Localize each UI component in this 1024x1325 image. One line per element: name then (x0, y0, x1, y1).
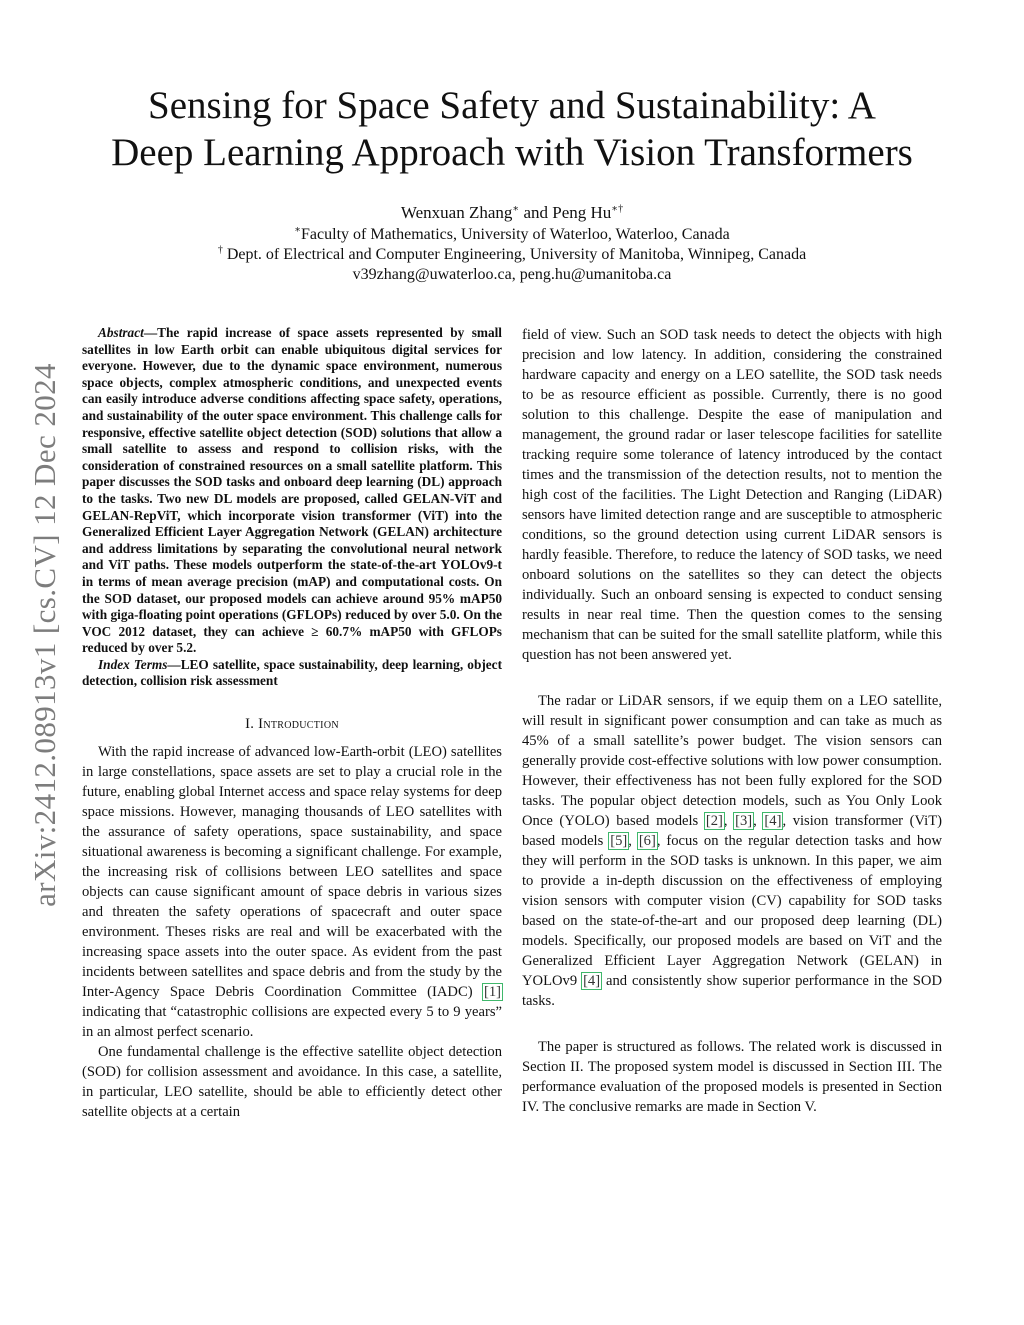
abstract-text: —The rapid increase of space assets represented by small satellites in low Earth orbit can enable ubiquitous digital services for everyone. However, due to the dynamic space environment, numerous space objects, complex atmospheric conditions, and unexpected events can easily introduce adverse conditions affecting space safety, operations, and sustainability of the outer space environment. This challenge calls for responsive, effective satellite object detection (SOD) solutions that allow a small satellite to assess and respond to collision risks, with the consideration of constrained resources on a small satellite platform. This paper discusses the SOD tasks and onboard deep learning (DL) approach to the tasks. Two new DL models are proposed, called GELAN-ViT and GELAN-RepViT, which incorporate vision transformer (ViT) into the Generalized Efficient Layer Aggregation Network (GELAN) architecture and address limitations by separating the convolutional neural network and ViT paths. These models outperform the state-of-the-art YOLOv9-t in terms of mean average precision (mAP) and computational costs. On the SOD dataset, our proposed models can achieve around 95% mAP50 with giga-floating point operations (GFLOPs) reduced by over 5.0. On the VOC 2012 dataset, they can achieve ≥ 60.7% mAP50 with GFLOPs reduced by over 5.2. (82, 325, 502, 656)
left-column (82, 325, 502, 1122)
right-p2-text-d: and consistently show superior performance in the SOD tasks. (522, 973, 943, 1009)
author-block (60, 203, 964, 285)
abstract (82, 325, 502, 657)
arxiv-sidebar (14, 320, 76, 950)
right-paragraph-3: The paper is structured as follows. The related work is discussed in Section II. The proposed system model is discussed in Section III. The performance evaluation of the proposed models is presented in Section IV. The conclusive remarks are made in Section V. (522, 1039, 942, 1115)
citation-link[interactable]: [5] (610, 833, 628, 849)
index-terms-label: Index Terms (98, 656, 168, 672)
citation-link[interactable]: [1] (483, 984, 501, 1001)
index-terms (82, 657, 502, 690)
intro-paragraph-1 (82, 742, 502, 1042)
star-dagger-mark: ∗† (611, 203, 624, 215)
citation-link[interactable]: [2] (705, 813, 723, 829)
right-p2-text: The radar or LiDAR sensors, if we equip them on a LEO satellite, will result in significant power consumption and can take as much as 45% of a small satellite’s power budget. The vision sensors can generally provide cost-effective solutions with low power consumption. However, their effectiveness has not been fully explored for the SOD tasks. The popular object detection models, such as You Only Look Once (YOLO) based models (522, 693, 942, 829)
right-paragraph-1: field of view. Such an SOD task needs to detect the objects with high precision and low latency. In addition, considering the constrained hardware capacity and energy on a LEO satellite, the SOD task needs to be as resource efficient as possible. Currently, there is no good solution to this challenge. Despite the ease of manipulation and management, the ground radar or laser telescope facilities for satellite tracking require some tolerance of latency introduced by the contact times and the transmission of the detection results, not to mention the high cost of the facilities. The Light Detection and Ranging (LiDAR) sensors have limited detection range and are susceptible to atmospheric conditions, so the ground detection using current LiDAR sensors is hardly feasible. Therefore, to reduce the latency of SOD tasks, we need onboard solutions on the satellites so they can detect the objects individually. Such an onboard sensing is expected to conduct sensing results in near real time. Then the question comes to the sensing mechanism that can be suited for the small satellite platform, while this question has not been answered yet. (522, 327, 942, 663)
affil-star-mark: ∗ (294, 224, 302, 236)
citation-link[interactable]: [4] (583, 973, 601, 989)
author-2: and Peng Hu (519, 203, 612, 222)
citation-link[interactable]: [3] (735, 813, 753, 829)
right-p2-text-c: , focus on the regular detection tasks and how they will perform in the SOD tasks is unknown. In this paper, we aim to provide a in-depth discussion on the effectiveness of employing vision sensors with computer vision (CV) capability for SOD tasks based on the state-of-the-art and our proposed deep learning (DL) models. Specifically, our proposed models are based on ViT and the Generalized Efficient Layer Aggregation Network (GELAN) in YOLOv9 (522, 833, 943, 989)
right-column (522, 325, 942, 1117)
index-terms-text: —LEO satellite, space sustainability, deep learning, object detection, collision risk assessment (82, 656, 502, 689)
intro-p1-text: With the rapid increase of advanced low-Earth-orbit (LEO) satellites in large constellations, space assets are set to play a crucial role in the future, enabling global Internet access and space relay systems for deep space missions. However, managing thousands of LEO satellites with the assurance of safety operations, space sustainability, and space situational awareness is becoming a significant challenge. For example, the increasing risk of collisions between LEO satellites and space objects can cause significant amount of space debris in various sizes and threaten the safety operations of spacecraft and outer space environment. Theses risks are real and will be exacerbated with the increasing space assets into the outer space. As evident from the past incidents between satellites and space debris and from the study by the Inter-Agency Space Debris Coordination Committee (IADC) (82, 744, 502, 1001)
affil-dagger-mark: † (217, 244, 223, 256)
author-1: Wenxuan Zhang (400, 203, 513, 222)
abstract-label: Abstract (98, 325, 144, 340)
intro-p1-text-end: indicating that “catastrophic collisions are expected every 5 to 9 years” in an almost perfect scenario. (82, 1004, 502, 1041)
affiliation-2 (60, 245, 964, 265)
right-paragraph-2: The radar or LiDAR sensors, if we equip them on a LEO satellite, will result in significant power consumption and can take as much as 45% of a small satellite’s power budget. The vision sensors can generally provide cost-effective solutions with low power consumption. However, their effectiveness has not been fully explored for the SOD tasks. The popular object detection models, such as You Only Look Once (YOLO) based models [2], [3], [4], vision transformer (ViT) based models [5], [6], focus on the regular detection tasks and how they will perform in the SOD tasks is unknown. In this paper, we aim to provide a in-depth discussion on the effectiveness of employing vision sensors with computer vision (CV) capability for SOD tasks based on the state-of-the-art and our proposed deep learning (DL) models. Specifically, our proposed models are based on ViT and the Generalized Efficient Layer Aggregation Network (GELAN) in YOLOv9 [4] and consistently show superior performance in the SOD tasks. (522, 693, 943, 1009)
arxiv-identifier: arXiv:2412.08913v1 [cs.CV] 12 Dec 2024 (27, 363, 62, 907)
citation-link[interactable]: [6] (638, 833, 656, 849)
star-mark: ∗ (512, 203, 520, 215)
citation-link[interactable]: [4] (764, 813, 782, 829)
author-names (60, 203, 964, 223)
affiliation-1-text: Faculty of Mathematics, University of Waterloo, Waterloo, Canada (301, 226, 730, 243)
affiliation-1 (60, 225, 964, 245)
intro-paragraph-2: One fundamental challenge is the effective satellite object detection (SOD) for collision assessment and avoidance. In this case, a satellite, in particular, LEO satellite, should be able to efficiently detect other satellite objects at a certain (82, 1044, 502, 1121)
title-line-2: Deep Learning Approach with Vision Transformers (111, 131, 913, 174)
paper-title (60, 82, 964, 176)
affiliation-2-text: Dept. of Electrical and Computer Engineering, University of Manitoba, Winnipeg, Canada (222, 246, 807, 263)
author-emails: v39zhang@uwaterloo.ca, peng.hu@umanitoba.ca (352, 266, 672, 283)
right-p2-text-b: , vision transformer (ViT) based models (522, 813, 942, 849)
title-line-1: Sensing for Space Safety and Sustainability: A (148, 84, 876, 127)
section-heading-introduction: I. Introduction (245, 716, 339, 733)
